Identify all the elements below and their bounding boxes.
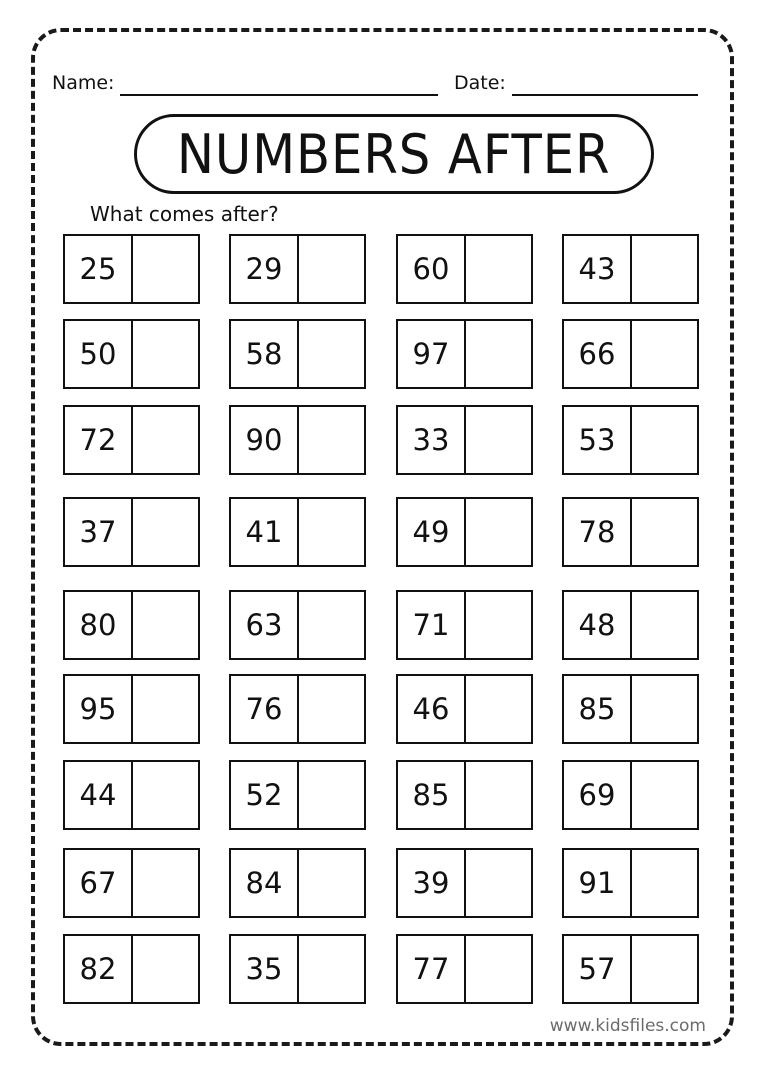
website-footer: www.kidsfiles.com [549, 1016, 706, 1036]
name-field-line[interactable] [120, 94, 438, 96]
answer-box[interactable] [299, 236, 364, 302]
answer-box[interactable] [466, 762, 531, 828]
answer-box[interactable] [133, 676, 198, 742]
number-box [396, 497, 533, 567]
answer-box[interactable] [632, 407, 697, 473]
number-box [229, 760, 366, 830]
given-number: 37 [65, 499, 133, 565]
number-box [562, 319, 699, 389]
answer-box[interactable] [632, 850, 697, 916]
given-number: 46 [398, 676, 466, 742]
answer-box[interactable] [466, 407, 531, 473]
date-label: Date: [454, 72, 506, 94]
number-box [562, 674, 699, 744]
answer-box[interactable] [632, 936, 697, 1002]
number-box [396, 590, 533, 660]
given-number: 90 [231, 407, 299, 473]
given-number: 48 [564, 592, 632, 658]
answer-box[interactable] [632, 236, 697, 302]
given-number: 58 [231, 321, 299, 387]
answer-box[interactable] [299, 850, 364, 916]
number-box [63, 405, 200, 475]
number-box [63, 760, 200, 830]
given-number: 72 [65, 407, 133, 473]
number-box [229, 319, 366, 389]
number-box [229, 497, 366, 567]
given-number: 66 [564, 321, 632, 387]
answer-box[interactable] [632, 676, 697, 742]
given-number: 69 [564, 762, 632, 828]
answer-box[interactable] [466, 676, 531, 742]
answer-box[interactable] [466, 850, 531, 916]
given-number: 97 [398, 321, 466, 387]
number-box [63, 934, 200, 1004]
answer-box[interactable] [466, 936, 531, 1002]
answer-box[interactable] [632, 321, 697, 387]
answer-box[interactable] [133, 936, 198, 1002]
given-number: 50 [65, 321, 133, 387]
number-box [229, 848, 366, 918]
answer-box[interactable] [133, 592, 198, 658]
number-box [396, 934, 533, 1004]
given-number: 80 [65, 592, 133, 658]
given-number: 43 [564, 236, 632, 302]
given-number: 67 [65, 850, 133, 916]
number-box [229, 405, 366, 475]
name-label: Name: [52, 72, 115, 94]
given-number: 91 [564, 850, 632, 916]
given-number: 78 [564, 499, 632, 565]
given-number: 44 [65, 762, 133, 828]
answer-box[interactable] [133, 407, 198, 473]
answer-box[interactable] [632, 762, 697, 828]
given-number: 76 [231, 676, 299, 742]
number-box [562, 590, 699, 660]
number-box [63, 848, 200, 918]
given-number: 63 [231, 592, 299, 658]
given-number: 95 [65, 676, 133, 742]
given-number: 82 [65, 936, 133, 1002]
answer-box[interactable] [299, 321, 364, 387]
answer-box[interactable] [133, 499, 198, 565]
answer-box[interactable] [133, 850, 198, 916]
number-box [63, 497, 200, 567]
number-box [396, 848, 533, 918]
given-number: 49 [398, 499, 466, 565]
given-number: 71 [398, 592, 466, 658]
number-box [63, 674, 200, 744]
instruction-text: What comes after? [90, 202, 279, 226]
answer-box[interactable] [632, 592, 697, 658]
number-box [63, 234, 200, 304]
given-number: 25 [65, 236, 133, 302]
given-number: 85 [398, 762, 466, 828]
number-box [229, 234, 366, 304]
number-box [562, 934, 699, 1004]
answer-box[interactable] [133, 321, 198, 387]
answer-box[interactable] [466, 321, 531, 387]
number-box [229, 590, 366, 660]
number-box [562, 848, 699, 918]
given-number: 53 [564, 407, 632, 473]
answer-box[interactable] [133, 236, 198, 302]
given-number: 57 [564, 936, 632, 1002]
number-box [63, 319, 200, 389]
number-box [562, 405, 699, 475]
given-number: 33 [398, 407, 466, 473]
date-field-line[interactable] [512, 94, 698, 96]
answer-box[interactable] [299, 676, 364, 742]
answer-box[interactable] [466, 499, 531, 565]
number-box [562, 234, 699, 304]
answer-box[interactable] [133, 762, 198, 828]
title-banner [134, 114, 654, 194]
given-number: 84 [231, 850, 299, 916]
given-number: 35 [231, 936, 299, 1002]
number-box [63, 590, 200, 660]
answer-box[interactable] [299, 936, 364, 1002]
answer-box[interactable] [299, 407, 364, 473]
page-title: NUMBERS AFTER [177, 122, 611, 186]
given-number: 85 [564, 676, 632, 742]
number-box [396, 760, 533, 830]
answer-box[interactable] [299, 592, 364, 658]
answer-box[interactable] [299, 499, 364, 565]
given-number: 29 [231, 236, 299, 302]
answer-box[interactable] [299, 762, 364, 828]
number-box [229, 674, 366, 744]
number-box [562, 497, 699, 567]
answer-box[interactable] [632, 499, 697, 565]
answer-box[interactable] [466, 236, 531, 302]
given-number: 39 [398, 850, 466, 916]
number-box [562, 760, 699, 830]
given-number: 52 [231, 762, 299, 828]
number-box [396, 319, 533, 389]
given-number: 77 [398, 936, 466, 1002]
number-box [396, 405, 533, 475]
answer-box[interactable] [466, 592, 531, 658]
number-box [229, 934, 366, 1004]
number-box [396, 674, 533, 744]
given-number: 60 [398, 236, 466, 302]
number-box [396, 234, 533, 304]
given-number: 41 [231, 499, 299, 565]
